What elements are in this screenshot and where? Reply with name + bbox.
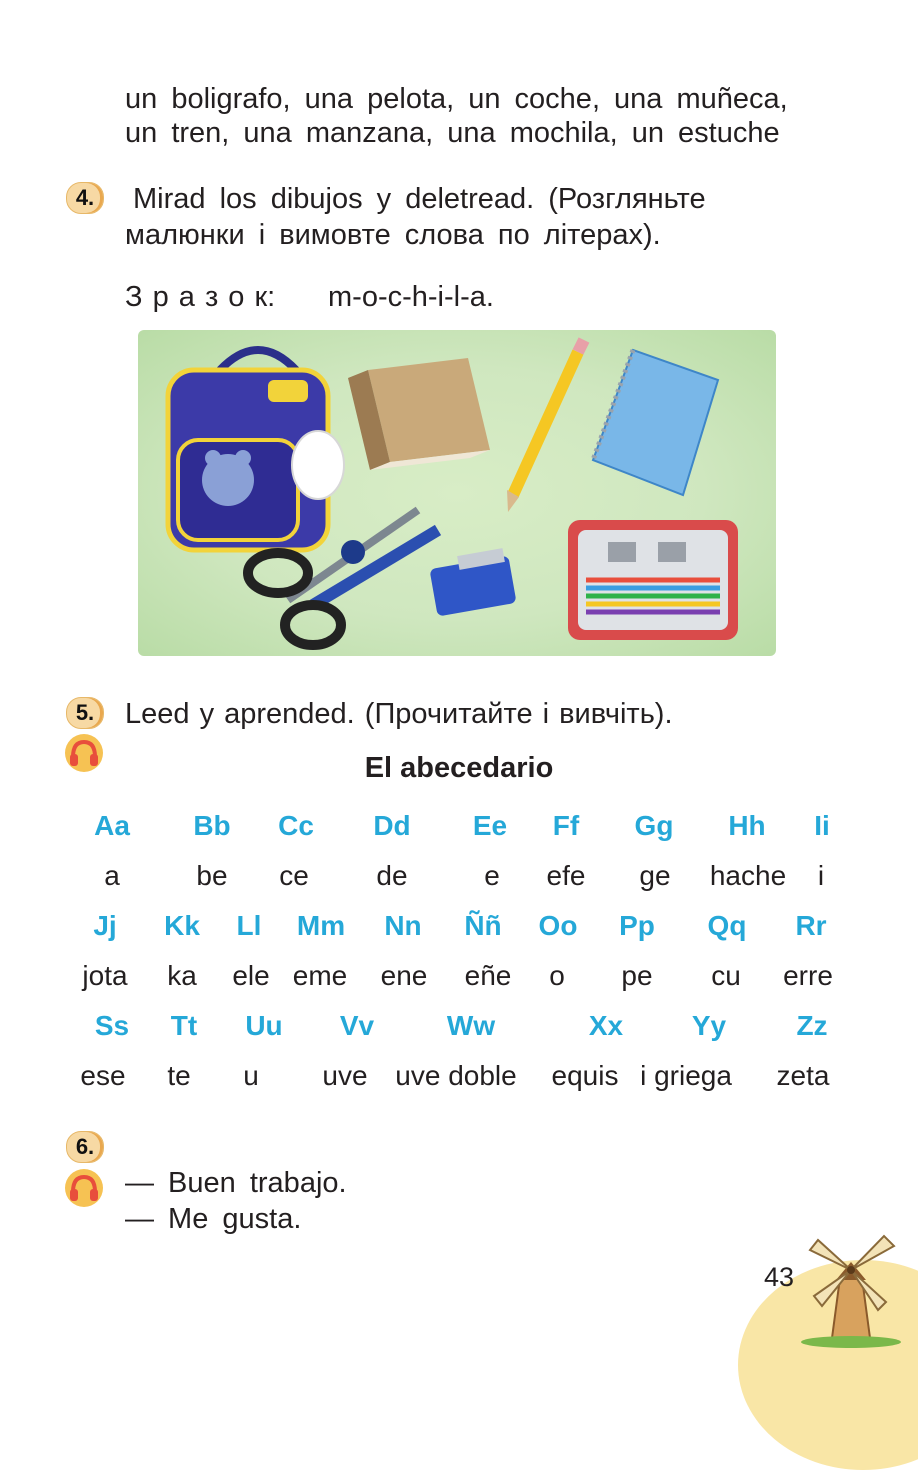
name-cell: hache (709, 860, 787, 891)
name-cell: i griega (640, 1060, 732, 1091)
letter-cell: Rr (795, 910, 827, 941)
name-cell: cu (711, 960, 741, 991)
letter-cell: Mm (296, 910, 346, 941)
name-cell: de (376, 860, 408, 891)
name-cell: ge (639, 860, 671, 891)
letter-cell: Gg (634, 810, 674, 841)
letter-cell: Ww (446, 1010, 496, 1041)
name-cell: u (243, 1060, 259, 1091)
name-cell: o (549, 960, 565, 991)
name-cell: e (484, 860, 500, 891)
name-cell: efe (546, 860, 586, 891)
letter-cell: Ññ (464, 910, 502, 941)
letter-cell: Hh (728, 810, 766, 841)
name-cell: a (104, 860, 120, 891)
backpack-picture (168, 350, 344, 550)
name-cell: pe (621, 960, 653, 991)
book-picture (348, 358, 490, 470)
letter-cell: Tt (170, 1010, 198, 1041)
letter-cell: Ll (236, 910, 262, 941)
pencil-case-picture (568, 520, 738, 640)
name-cell: eme (292, 960, 348, 991)
dialogue-line-2: — Me gusta. (125, 1203, 302, 1235)
exercise-4-line-2: малюнки і вимовте слова по літерах). (125, 219, 661, 251)
name-cell: be (196, 860, 228, 891)
name-cell: eñe (464, 960, 512, 991)
letter-cell: Cc (278, 810, 314, 841)
letter-cell: Dd (373, 810, 411, 841)
exercise-4-badge: 4. (66, 182, 104, 214)
exercise-5-instruction: Leed y aprended. (Прочитайте і вивчіть). (125, 698, 673, 730)
letter-cell: Ff (552, 810, 580, 841)
letter-cell: Bb (193, 810, 231, 841)
letter-cell: Yy (691, 1010, 727, 1041)
exercise-6-badge: 6. (66, 1131, 104, 1163)
example-label: З р а з о к: (125, 281, 276, 313)
notebook-picture (593, 350, 718, 495)
name-cell: ele (232, 960, 270, 991)
alphabet-title: El abecedario (364, 752, 554, 784)
letter-cell: Nn (384, 910, 422, 941)
letter-cell: Ii (814, 810, 830, 841)
letter-cell: Ee (472, 810, 508, 841)
letter-cell: Uu (245, 1010, 283, 1041)
intro-line-2: un tren, una manzana, una mochila, un estuche (125, 117, 780, 149)
dialogue-line-1: — Buen trabajo. (125, 1167, 347, 1199)
page-number: 43 (764, 1262, 795, 1292)
name-cell: uve doble (395, 1060, 517, 1091)
name-cell: i (817, 860, 825, 891)
letter-cell: Vv (339, 1010, 375, 1041)
name-cell: equis (551, 1060, 619, 1091)
letter-cell: Pp (619, 910, 655, 941)
name-cell: te (167, 1060, 191, 1091)
letter-cell: Aa (94, 810, 130, 841)
letter-cell: Zz (796, 1010, 828, 1041)
name-cell: ese (80, 1060, 126, 1091)
exercise-4-line-1: Mirad los dibujos y deletread. (Розгляньте (133, 183, 706, 215)
name-cell: ene (380, 960, 428, 991)
name-cell: ce (279, 860, 309, 891)
sharpener-picture (429, 548, 516, 616)
letter-cell: Qq (707, 910, 747, 941)
exercise-5-badge: 5. (66, 697, 104, 729)
letter-cell: Jj (93, 910, 117, 941)
letter-cell: Oo (538, 910, 578, 941)
pencil-picture (507, 340, 584, 512)
name-cell: zeta (776, 1060, 830, 1091)
windmill-icon (800, 1218, 910, 1348)
name-cell: jota (82, 960, 128, 991)
example-value: m-o-c-h-i-l-a. (328, 281, 494, 313)
headphones-icon[interactable] (64, 1168, 104, 1208)
school-supplies-illustration (138, 330, 776, 656)
name-cell: uve (322, 1060, 368, 1091)
name-cell: erre (783, 960, 833, 991)
letter-cell: Ss (94, 1010, 130, 1041)
letter-cell: Xx (588, 1010, 624, 1041)
letter-cell: Kk (164, 910, 200, 941)
intro-line-1: un boligrafo, una pelota, un coche, una muñeca, (125, 83, 788, 115)
name-cell: ka (167, 960, 197, 991)
